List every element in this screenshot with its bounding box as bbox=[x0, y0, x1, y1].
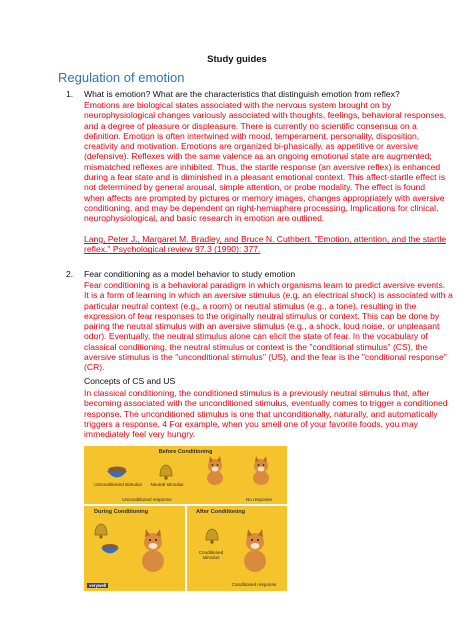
label-unconditioned-stimulus: Unconditioned stimulus bbox=[94, 482, 142, 487]
label-unconditioned-response: Unconditioned response bbox=[122, 497, 172, 502]
food-bowl-icon bbox=[104, 460, 130, 482]
label-neutral-stimulus: Neutral stimulus bbox=[150, 482, 184, 487]
text-line: definition. Emotion is often intertwined with mood, temperament, personality, disposition, bbox=[84, 130, 420, 141]
subheading: Concepts of CS and US bbox=[84, 376, 176, 386]
dog-icon bbox=[238, 528, 272, 574]
text-line: neurophysiological changes variously associated with thoughts, feelings, behavioral responses, bbox=[84, 110, 447, 121]
text-line: response. The unconditioned stimulus is one that unconditionally, naturally, and automatically bbox=[84, 408, 438, 419]
dog-icon bbox=[248, 456, 274, 486]
bell-icon bbox=[92, 522, 110, 540]
question-text: What is emotion? What are the characteristics that distinguish emotion from reflex? bbox=[84, 89, 400, 99]
section-heading: Regulation of emotion bbox=[58, 70, 185, 85]
answer-paragraph bbox=[84, 100, 447, 224]
conditioning-figure bbox=[84, 446, 287, 591]
list-number: 1. bbox=[66, 89, 74, 99]
text-line: aversive stimulus is the "unconditional stimulus" (US), and the fear is the "conditional response" bbox=[84, 352, 447, 363]
text-line: when affects are prompted by pictures or memory images, changes appropriately with aversive bbox=[84, 192, 445, 203]
text-line: pairing the neutral stimulus with an aversive stimulus (e.g., a shock, loud noise, or unpleasant bbox=[84, 321, 440, 332]
question-text: Fear conditioning as a model behavior to study emotion bbox=[84, 269, 296, 279]
text-line: odor). Eventually, the neutral stimulus alone can elicit the state of fear. In the vocabulary of bbox=[84, 331, 428, 342]
text-line: mismatched reflexes are inhibited. Thus, the startle response (an aversive reflex) is enhanced bbox=[84, 161, 441, 172]
bell-icon bbox=[156, 462, 176, 482]
food-bowl-icon bbox=[98, 542, 122, 558]
answer-paragraph bbox=[84, 388, 448, 440]
figure-heading-during: During Conditioning bbox=[94, 509, 149, 515]
bell-icon bbox=[202, 526, 222, 546]
list-number: 2. bbox=[66, 269, 74, 279]
reference-link[interactable] bbox=[84, 234, 447, 255]
text-line: creativity and motivation. Emotions are organized bi-phasically, as appetitive or aversive bbox=[84, 141, 419, 152]
dog-icon bbox=[136, 528, 170, 574]
text-line: during a fear state and is diminished in a pleasant emotional context. This affect-startle effect is bbox=[84, 172, 446, 183]
answer-paragraph bbox=[84, 280, 453, 373]
text-line: not determined by general arousal, simple attention, or probe modality. The effect is found bbox=[84, 182, 426, 193]
text-line: Lang, Peter J., Margaret M. Bradley, and Bruce N. Cuthbert. "Emotion, attention, and the startle bbox=[84, 234, 447, 244]
text-line: particular neutral context (e.g., a room) or neutral stimulus (e.g., a tone), resulting in the bbox=[84, 300, 417, 311]
figure-divider bbox=[185, 505, 187, 591]
text-line: immediately feel very hungry. bbox=[84, 429, 196, 440]
text-line: conditioning, and may be dependent on right-hemisphere processing. Implications for clinical, bbox=[84, 202, 439, 213]
text-line: Emotions are biological states associated with the nervous system brought on by bbox=[84, 100, 392, 110]
dog-icon bbox=[202, 456, 228, 486]
text-line: It is a form of learning in which an aversive stimulus (e.g. an electrical shock) is associated with a bbox=[84, 290, 453, 301]
text-line: becoming associated with the unconditioned stimulus, eventually comes to trigger a conditioned bbox=[84, 398, 448, 409]
text-line: reflex." Psychological review 97.3 (1990): 377. bbox=[84, 244, 261, 255]
text-line: and a degree of pleasure or displeasure. There is currently no scientific consensus on a bbox=[84, 120, 417, 131]
label-conditioned-stimulus: Conditioned stimulus bbox=[198, 550, 224, 561]
text-line: expression of fear responses to the originally neutral stimulus or context. This can be done by bbox=[84, 310, 440, 321]
brand-logo: verywell bbox=[89, 583, 107, 588]
text-line: (CR). bbox=[84, 362, 105, 373]
text-line: neurophysiological, and basic research in emotion are outlined. bbox=[84, 213, 325, 224]
text-line: In classical conditioning, the conditioned stimulus is a previously neutral stimulus that, after bbox=[84, 388, 430, 398]
text-line: (defensive). Reflexes with the same valence as an ongoing emotional state are augmented; bbox=[84, 151, 432, 162]
label-conditioned-response: Conditioned response bbox=[231, 582, 277, 587]
text-line: classical conditioning, the neutral stimulus or context is the "conditional stimulus" (CS), the bbox=[84, 341, 428, 352]
figure-heading-before: Before Conditioning bbox=[158, 449, 213, 455]
document-title: Study guides bbox=[207, 54, 267, 65]
text-line: Fear conditioning is a behavioral paradigm in which organisms learn to predict aversive events. bbox=[84, 280, 446, 290]
text-line: triggers a response. 4 For example, when you smell one of your favorite foods, you may bbox=[84, 418, 418, 429]
figure-heading-after: After Conditioning bbox=[196, 509, 246, 515]
label-no-response: No response bbox=[245, 497, 273, 502]
